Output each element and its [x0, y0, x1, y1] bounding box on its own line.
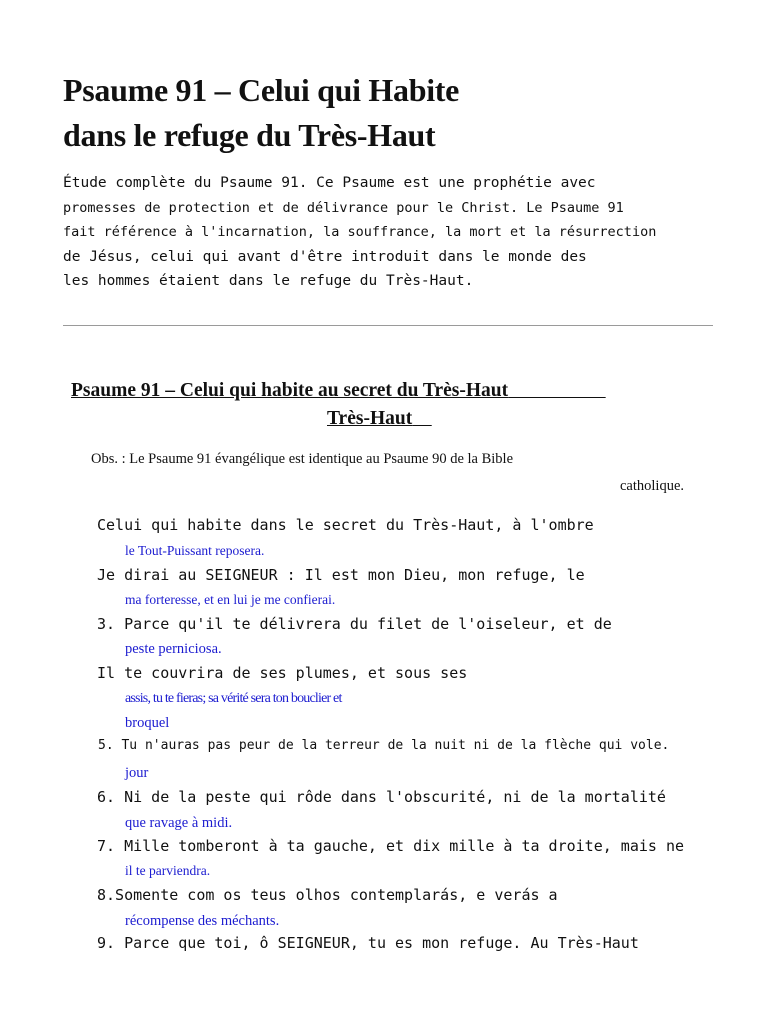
verse-line: 3. Parce qu'il te délivrera du filet de l'oiseleur, et de [97, 615, 612, 633]
verse-line: Celui qui habite dans le secret du Très-Haut, à l'ombre [97, 516, 594, 534]
verse-continuation: peste perniciosa. [125, 641, 222, 657]
verse-continuation: il te parviendra. [125, 863, 211, 878]
verse-continuation: broquel [125, 715, 170, 731]
intro-line: Étude complète du Psaume 91. Ce Psaume est une prophétie avec [63, 175, 596, 191]
verse-continuation: récompense des méchants. [125, 913, 280, 929]
observation-note-end: catholique. [620, 478, 685, 494]
section-heading-text: Psaume 91 – Celui qui habite au secret du Très-Haut [71, 380, 509, 401]
intro-line: promesses de protection et de délivrance pour le Christ. Le Psaume 91 [63, 199, 624, 216]
verse-continuation: assis, tu te fieras; sa vérité sera ton bouclier et [125, 691, 342, 706]
verse-line: 7. Mille tomberont à ta gauche, et dix mille à ta droite, mais ne [97, 837, 684, 855]
intro-line: de Jésus, celui qui avant d'être introduit dans le monde des [63, 248, 587, 265]
verse-continuation: le Tout-Puissant reposera. [125, 543, 265, 558]
verse-continuation: jour [125, 765, 149, 781]
section-heading-text-2: Très-Haut [327, 408, 413, 429]
verse-line: 9. Parce que toi, ô SEIGNEUR, tu es mon refuge. Au Très-Haut [97, 934, 639, 952]
intro-paragraph [63, 171, 733, 294]
page-title [63, 68, 723, 158]
verse-line: Il te couvrira de ses plumes, et sous ses [97, 664, 468, 682]
verse-line: 8.Somente com os teus olhos contemplarás, e verás a [97, 886, 558, 904]
horizontal-divider [63, 325, 713, 326]
verse-continuation: ma forteresse, et en lui je me confierai. [125, 592, 336, 607]
verse-line: Je dirai au SEIGNEUR : Il est mon Dieu, mon refuge, le [97, 566, 585, 584]
page-title-line-1: Psaume 91 – Celui qui Habite [63, 72, 460, 108]
verse-line: 6. Ni de la peste qui rôde dans l'obscurité, ni de la mortalité [97, 788, 666, 806]
verse-line: 5. Tu n'auras pas peur de la terreur de la nuit ni de la flèche qui vole. [98, 738, 670, 753]
observation-note: Obs. : Le Psaume 91 évangélique est identique au Psaume 90 de la Bible [91, 451, 514, 467]
intro-line: les hommes étaient dans le refuge du Très-Haut. [63, 273, 474, 289]
page-title-line-2: dans le refuge du Très-Haut [63, 117, 436, 153]
verse-continuation: que ravage à midi. [125, 815, 233, 831]
intro-line: fait référence à l'incarnation, la souffrance, la mort et la résurrection [63, 224, 657, 240]
section-heading [71, 380, 606, 402]
section-heading-continuation [327, 408, 432, 430]
